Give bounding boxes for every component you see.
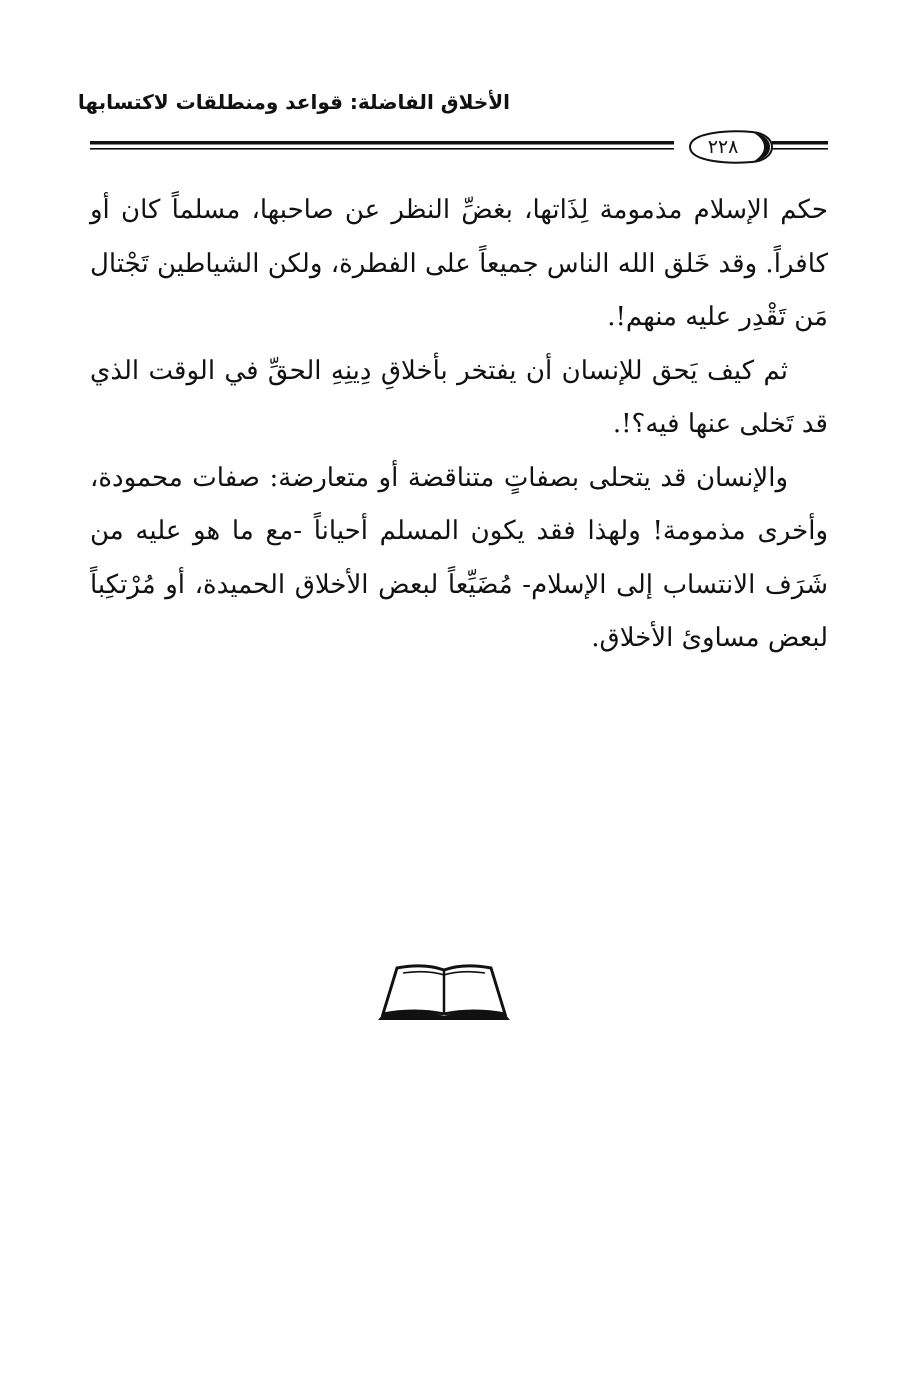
paragraph-2: ثم كيف يَحق للإنسان أن يفتخر بأخلاقِ دِينِهِ الحقِّ في الوقت الذي قد تَخلى عنها فيه؟!. bbox=[90, 355, 828, 439]
header-rule-block bbox=[90, 126, 828, 168]
paragraph-1: حكم الإسلام مذمومة لِذَاتها، بغضِّ النظر عن صاحبها، مسلماً كان أو كافراً. وقد خَلق الله الناس جميعاً على الفطرة، ولكن الشياطين تَجْتال مَن تَقْدِر عليه منهم!. bbox=[90, 195, 828, 332]
body-text bbox=[90, 184, 828, 666]
page-number: ٢٢٨ bbox=[707, 136, 739, 158]
paragraph-3: والإنسان قد يتحلى بصفاتٍ متناقضة أو متعارضة: صفات محمودة، وأخرى مذمومة! ولهذا فقد يكون المسلم أحياناً -مع ما هو عليه من شَرَف الانتساب إلى الإسلام- مُضَيِّعاً لبعض الأخلاق الحميدة، أو مُرْتكِباً لبعض مساوئ الأخلاق. bbox=[90, 462, 828, 653]
running-head-title: الأخلاق الفاضلة: قواعد ومنطلقات لاكتسابها bbox=[77, 90, 510, 114]
open-book-icon bbox=[375, 962, 513, 1024]
